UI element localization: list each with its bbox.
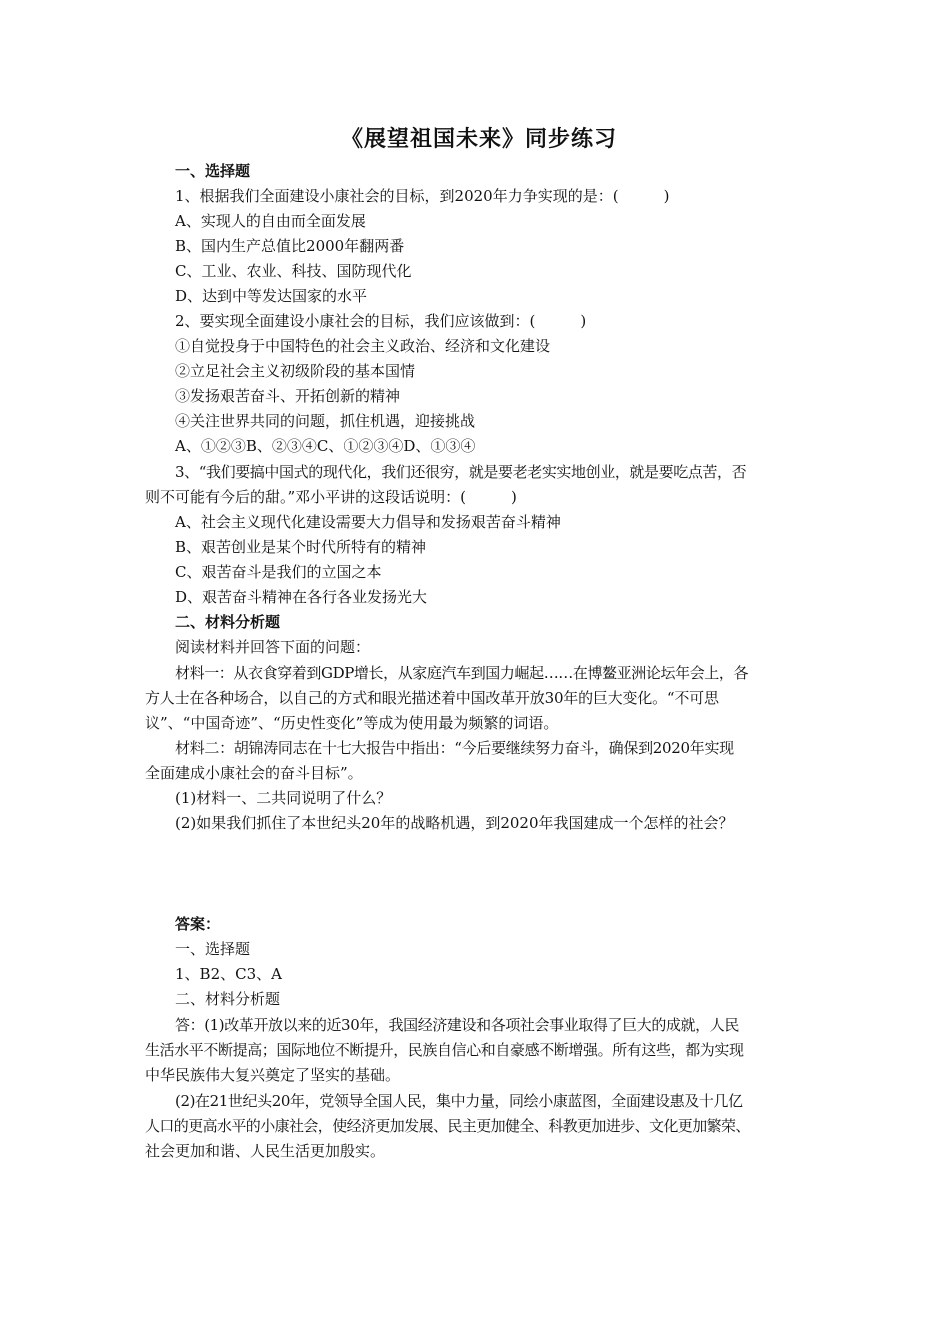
material-intro: 阅读材料并回答下面的问题： — [175, 638, 371, 656]
answer-1-line3: 中华民族伟大复兴奠定了坚实的基础。 — [145, 1066, 401, 1084]
q1-option-c: C、工业、农业、科技、国防现代化 — [175, 262, 412, 280]
q2-item-4: ④关注世界共同的问题，抓住机遇，迎接挑战 — [175, 412, 476, 430]
question-3-stem-line1: 3、“我们要搞中国式的现代化，我们还很穷，就是要老老实实地创业，就是要吃点苦，否 — [175, 463, 747, 481]
answer-2-line1: (2)在21世纪头20年，党领导全国人民，集中力量，同绘小康蓝图，全面建设惠及十几亿 — [175, 1092, 743, 1110]
answers-choice-key: 1、B2、C3、A — [175, 965, 282, 983]
q1-option-d: D、达到中等发达国家的水平 — [175, 287, 368, 305]
question-1-stem: 1、根据我们全面建设小康社会的目标，到2020年力争实现的是：( ) — [175, 187, 670, 205]
answers-heading: 答案： — [175, 915, 221, 933]
q2-options: A、①②③B、②③④C、①②③④D、①③④ — [175, 437, 476, 455]
material-1-line1: 材料一：从衣食穿着到GDP增长，从家庭汽车到国力崛起……在博鳌亚洲论坛年会上，各 — [175, 664, 749, 682]
question-2-stem: 2、要实现全面建设小康社会的目标，我们应该做到：( ) — [175, 312, 587, 330]
q3-option-b: B、艰苦创业是某个时代所特有的精神 — [175, 538, 427, 556]
q3-option-a: A、社会主义现代化建设需要大力倡导和发扬艰苦奋斗精神 — [175, 513, 561, 531]
answer-2-line2: 人口的更高水平的小康社会，使经济更加发展、民主更加健全、科教更加进步、文化更加繁荣、 — [145, 1117, 750, 1135]
answer-1-line2: 生活水平不断提高；国际地位不断提升，民族自信心和自豪感不断增强。所有这些，都为实现 — [145, 1041, 744, 1059]
material-1-line3: 议”、“中国奇迹”、“历史性变化”等成为使用最为频繁的词语。 — [145, 714, 559, 732]
material-2-line1: 材料二：胡锦涛同志在十七大报告中指出：“今后要继续努力奋斗，确保到2020年实现 — [175, 739, 734, 757]
answers-section-1: 一、选择题 — [175, 940, 251, 958]
q1-option-a: A、实现人的自由而全面发展 — [175, 212, 366, 230]
material-question-2: (2)如果我们抓住了本世纪头20年的战略机遇，到2020年我国建成一个怎样的社会？ — [175, 814, 734, 832]
section-heading-choice: 一、选择题 — [175, 162, 251, 180]
q2-item-1: ①自觉投身于中国特色的社会主义政治、经济和文化建设 — [175, 337, 551, 355]
page-title: 《展望祖国未来》同步练习 — [340, 127, 617, 152]
q3-option-d: D、艰苦奋斗精神在各行各业发扬光大 — [175, 588, 428, 606]
material-1-line2: 方人士在各种场合，以自己的方式和眼光描述着中国改革开放30年的巨大变化。“不可思 — [145, 689, 719, 707]
material-question-1: (1)材料一、二共同说明了什么？ — [175, 789, 392, 807]
q3-option-c: C、艰苦奋斗是我们的立国之本 — [175, 563, 382, 581]
material-2-line2: 全面建成小康社会的奋斗目标”。 — [145, 764, 363, 782]
q2-item-2: ②立足社会主义初级阶段的基本国情 — [175, 362, 416, 380]
q2-item-3: ③发扬艰苦奋斗、开拓创新的精神 — [175, 387, 401, 405]
answer-1-line1: 答：(1)改革开放以来的近30年，我国经济建设和各项社会事业取得了巨大的成就，人民 — [175, 1016, 739, 1034]
question-3-stem-line2: 则不可能有今后的甜。”邓小平讲的这段话说明：( ) — [145, 488, 517, 506]
section-heading-material: 二、材料分析题 — [175, 613, 281, 631]
q1-option-b: B、国内生产总值比2000年翻两番 — [175, 237, 405, 255]
answers-section-2: 二、材料分析题 — [175, 990, 281, 1008]
answer-2-line3: 社会更加和谐、人民生活更加殷实。 — [145, 1142, 386, 1160]
